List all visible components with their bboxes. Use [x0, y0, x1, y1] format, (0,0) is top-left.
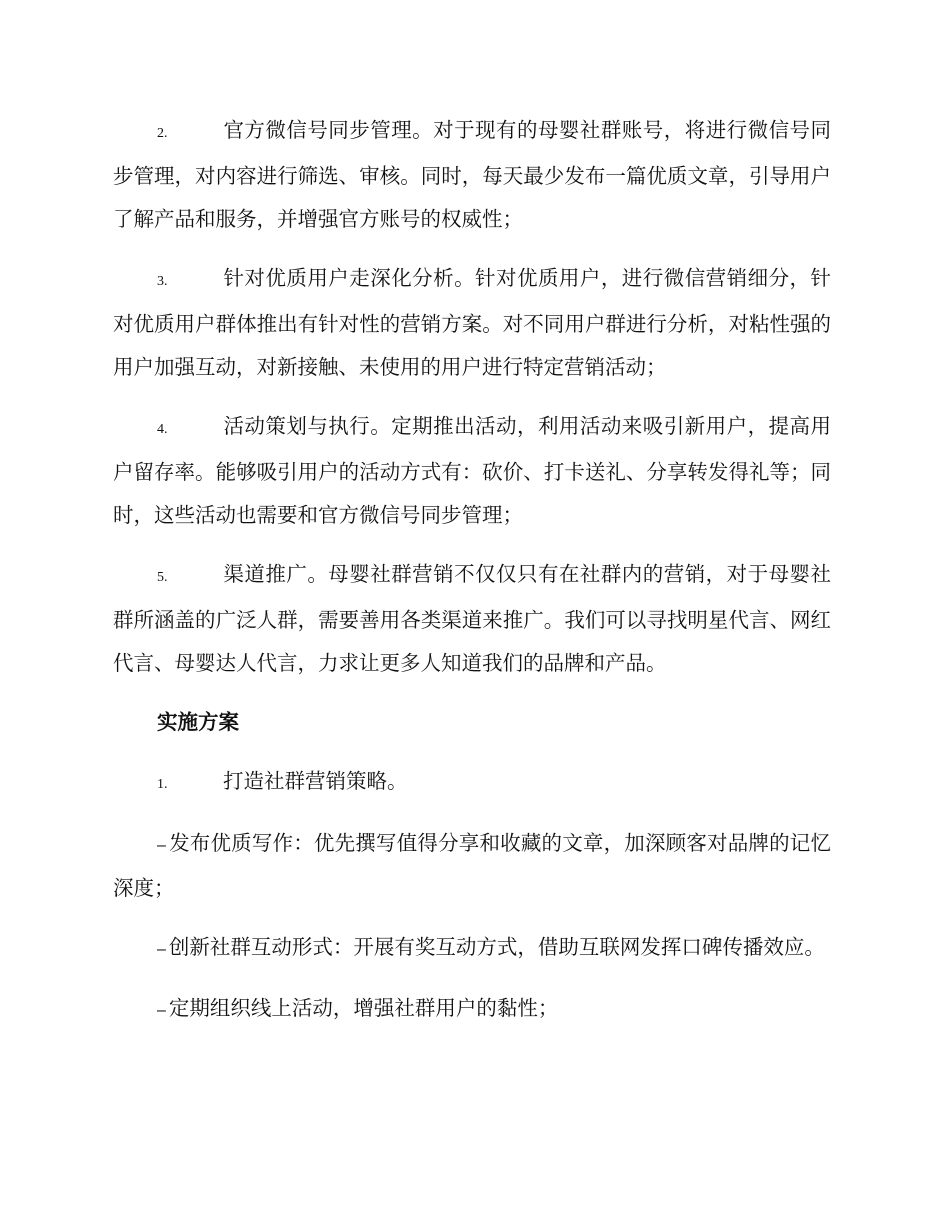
list-item-text: 活动策划与执行。定期推出活动，利用活动来吸引新用户，提高用户留存率。能够吸引用户的活动方式有：砍价、打卡送礼、分享转发得礼等；同时，这些活动也需要和官方微信号同步管理； — [113, 414, 831, 527]
document-body — [113, 109, 831, 1048]
list-number: 5. — [157, 570, 168, 585]
list-item-2 — [113, 109, 831, 241]
list-item-text: 官方微信号同步管理。对于现有的母婴社群账号，将进行微信号同步管理，对内容进行筛选、审核。同时，每天最少发布一篇优质文章，引导用户了解产品和服务，并增强官方账号的权威性； — [113, 118, 831, 231]
bullet-item — [113, 822, 831, 910]
list-item-4 — [113, 405, 831, 537]
list-number: 2. — [157, 126, 168, 141]
dash-marker: – — [157, 837, 166, 854]
list-item-text: 针对优质用户走深化分析。针对优质用户，进行微信营销细分，针对优质用户群体推出有针对性的营销方案。对不同用户群进行分析，对粘性强的用户加强互动，对新接触、未使用的用户进行特定营销活动； — [113, 266, 831, 379]
list-number: 1. — [157, 777, 168, 792]
bullet-text: 发布优质写作：优先撰写值得分享和收藏的文章，加深顾客对品牌的记忆深度； — [113, 831, 831, 900]
list-item-text: 打造社群营销策略。 — [223, 769, 408, 793]
dash-marker: – — [157, 1002, 166, 1019]
bullet-item — [113, 987, 831, 1032]
dash-marker: – — [157, 941, 166, 958]
list-number: 3. — [157, 274, 168, 289]
bullet-text: 定期组织线上活动，增强社群用户的黏性； — [168, 996, 559, 1020]
plan-item-1 — [113, 760, 831, 806]
list-number: 4. — [157, 422, 168, 437]
bullet-text: 创新社群互动形式：开展有奖互动方式，借助互联网发挥口碑传播效应。 — [168, 935, 825, 959]
section-heading: 实施方案 — [157, 710, 239, 734]
list-item-5 — [113, 553, 831, 685]
list-item-text: 渠道推广。母婴社群营销不仅仅只有在社群内的营销，对于母婴社群所涵盖的广泛人群，需要善用各类渠道来推广。我们可以寻找明星代言、网红代言、母婴达人代言，力求让更多人知道我们的品牌和产品。 — [113, 562, 831, 675]
bullet-item — [113, 926, 831, 971]
list-item-3 — [113, 257, 831, 389]
